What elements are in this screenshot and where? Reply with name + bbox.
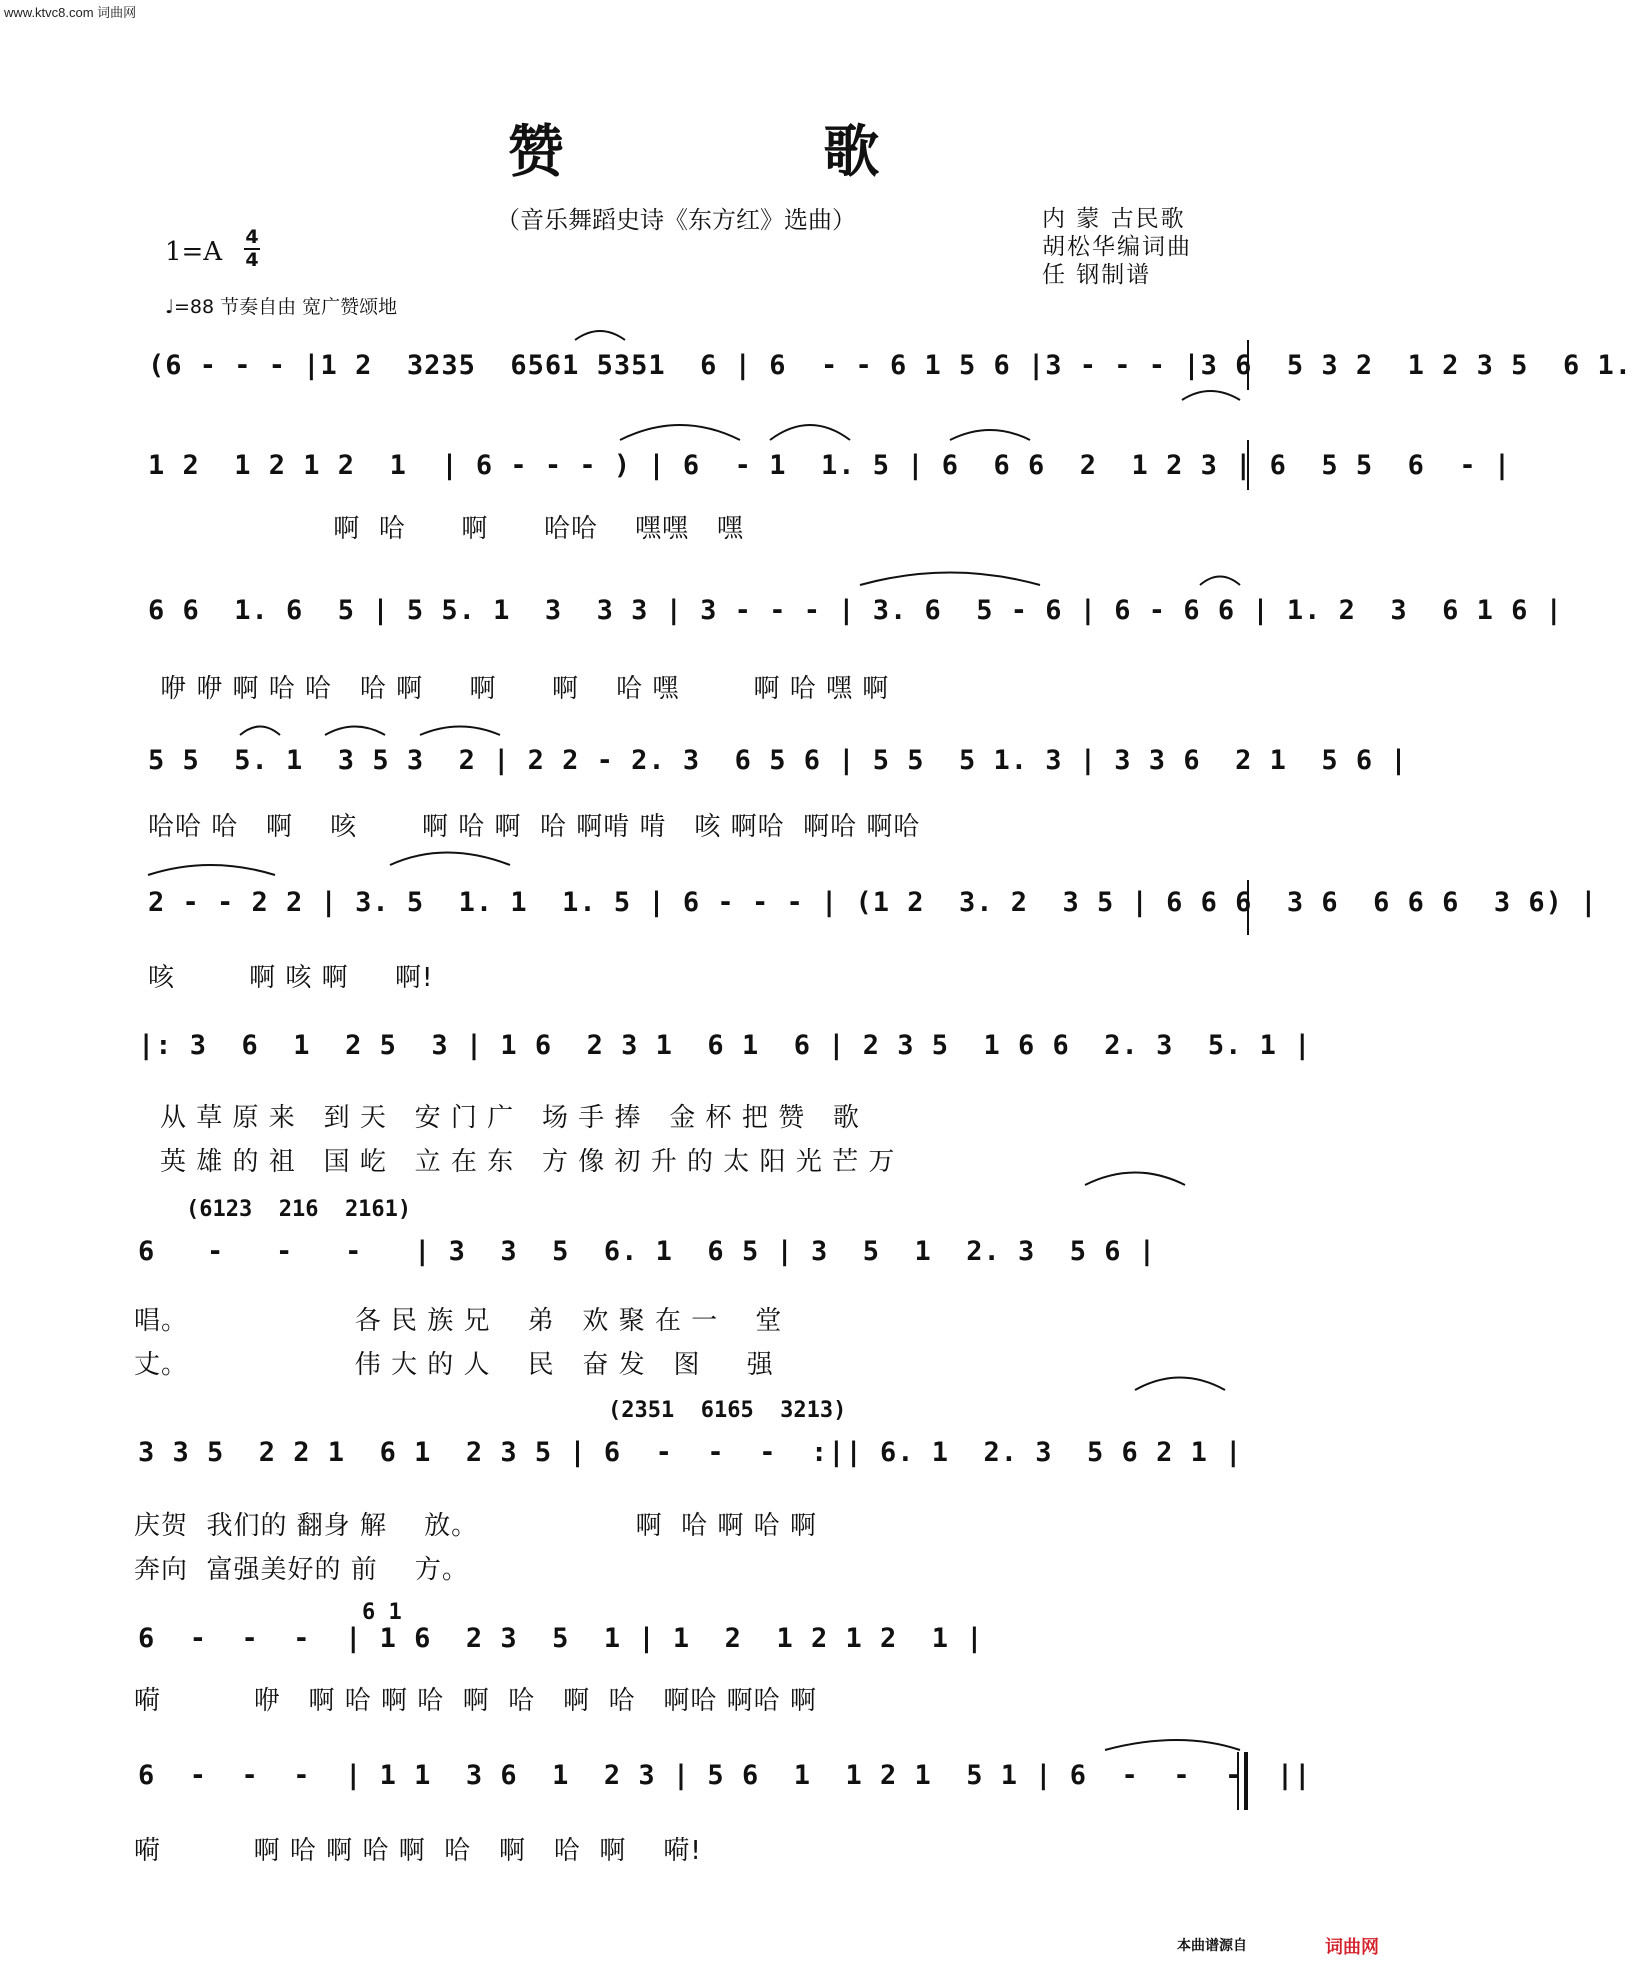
slur-arc [148, 865, 275, 875]
site-watermark: www.ktvc8.com 词曲网 [4, 5, 137, 20]
time-signature-top: 4 [245, 226, 259, 248]
slur-arc [1085, 1173, 1185, 1186]
notation-system-1: (6 - - - |1 2 3235 6561 5351 6 | 6 - - 6 1 5 6 |3 - - - |3 6 5 3 2 1 2 3 5 6 1. [148, 350, 1632, 381]
slur-arc [860, 573, 1040, 586]
slur-arc [620, 425, 740, 440]
slur-arc [1182, 391, 1240, 400]
lyric-system-2-verse-1: 啊 哈 啊 哈哈 嘿嘿 嘿 [148, 514, 744, 544]
footer-logo: 词曲网 [1325, 1937, 1379, 1958]
slur-arc [1200, 577, 1240, 586]
grace-notes-system-9: 6 1 [362, 1600, 402, 1625]
lyric-system-9-verse-1: 嗬 咿 啊 哈 啊 哈 啊 哈 啊 哈 啊哈 啊哈 啊 [134, 1686, 817, 1716]
slur-arc [325, 727, 385, 736]
credit-transcriber: 任 钢制谱 [1042, 262, 1152, 288]
slur-arc [240, 727, 280, 736]
lyric-system-6-verse-1: 从 草 原 来 到 天 安 门 广 场 手 捧 金 杯 把 赞 歌 [160, 1103, 860, 1133]
notation-system-8: 3 3 5 2 2 1 6 1 2 3 5 | 6 - - - :|| 6. 1 2. 3 5 6 2 1 | [138, 1437, 1243, 1468]
prelude-system-7: (6123 216 2161) [186, 1197, 412, 1222]
prelude-system-8: (2351 6165 3213) [608, 1398, 847, 1423]
lyric-system-3-verse-1: 咿 咿 啊 哈 哈 哈 啊 啊 啊 哈 嘿 啊 哈 嘿 啊 [160, 674, 890, 704]
credit-origin: 内 蒙 古民歌 [1042, 206, 1186, 232]
lyric-system-8-verse-1: 庆贺 我们的 翻身 解 放。 啊 哈 啊 哈 啊 [134, 1511, 817, 1541]
notation-system-7: 6 - - - | 3 3 5 6. 1 6 5 | 3 5 1 2. 3 5 6 | [138, 1236, 1157, 1267]
tempo-marking: ♩=88 节奏自由 宽广赞颂地 [165, 296, 398, 318]
lyric-system-6-verse-2: 英 雄 的 祖 国 屹 立 在 东 方 像 初 升 的 太 阳 光 芒 万 [160, 1147, 896, 1177]
lyric-system-10-verse-1: 嗬 啊 哈 啊 哈 啊 哈 啊 哈 啊 嗬! [134, 1836, 702, 1866]
slur-arc [1135, 1378, 1225, 1391]
song-title: 赞 歌 [507, 119, 1000, 185]
notation-system-9: 6 - - - | 1 6 2 3 5 1 | 1 2 1 2 1 2 1 | [138, 1623, 984, 1654]
slur-arc [390, 853, 510, 866]
notation-system-10: 6 - - - | 1 1 3 6 1 2 3 | 5 6 1 1 2 1 5 1 | 6 - - - || [138, 1760, 1312, 1791]
lyric-system-7-verse-2: 丈。 伟 大 的 人 民 奋 发 图 强 [134, 1350, 774, 1380]
notation-system-2: 1 2 1 2 1 2 1 | 6 - - - ) | 6 - 1 1. 5 | 6 6 6 2 1 2 3 | 6 5 5 6 - | [148, 450, 1512, 481]
slur-arc [770, 425, 850, 440]
lyric-system-4-verse-1: 哈哈 哈 啊 咳 啊 哈 啊 哈 啊啃 啃 咳 啊哈 啊哈 啊哈 [148, 812, 921, 842]
lyric-system-7-verse-1: 唱。 各 民 族 兄 弟 欢 聚 在 一 堂 [134, 1306, 783, 1336]
time-signature-bottom: 4 [245, 249, 259, 271]
footer-source-text: 本曲谱源自 [1177, 1938, 1247, 1954]
notation-system-4: 5 5 5. 1 3 5 3 2 | 2 2 - 2. 3 6 5 6 | 5 5 5 1. 3 | 3 3 6 2 1 5 6 | [148, 745, 1408, 776]
credit-lyricist: 胡松华编词曲 [1042, 234, 1192, 260]
notation-system-5: 2 - - 2 2 | 3. 5 1. 1 1. 5 | 6 - - - | (1 2 3. 2 3 5 | 6 6 6 3 6 6 6 6 3 6) | [148, 887, 1598, 918]
slur-arc [1105, 1740, 1240, 1750]
notation-system-6: |: 3 6 1 2 5 3 | 1 6 2 3 1 6 1 6 | 2 3 5 1 6 6 2. 3 5. 1 | [138, 1030, 1312, 1061]
notation-system-3: 6 6 1. 6 5 | 5 5. 1 3 3 3 | 3 - - - | 3. 6 5 - 6 | 6 - 6 6 | 1. 2 3 6 1 6 | [148, 595, 1563, 626]
lyric-system-8-verse-2: 奔向 富强美好的 前 方。 [134, 1555, 469, 1585]
song-subtitle: （音乐舞蹈史诗《东方红》选曲） [496, 206, 856, 234]
slur-arc [420, 727, 500, 736]
slur-arc [575, 331, 625, 340]
key-signature: 1=A [165, 237, 223, 267]
lyric-system-5-verse-1: 咳 啊 咳 啊 啊! [148, 963, 434, 993]
slur-arc [950, 430, 1030, 440]
